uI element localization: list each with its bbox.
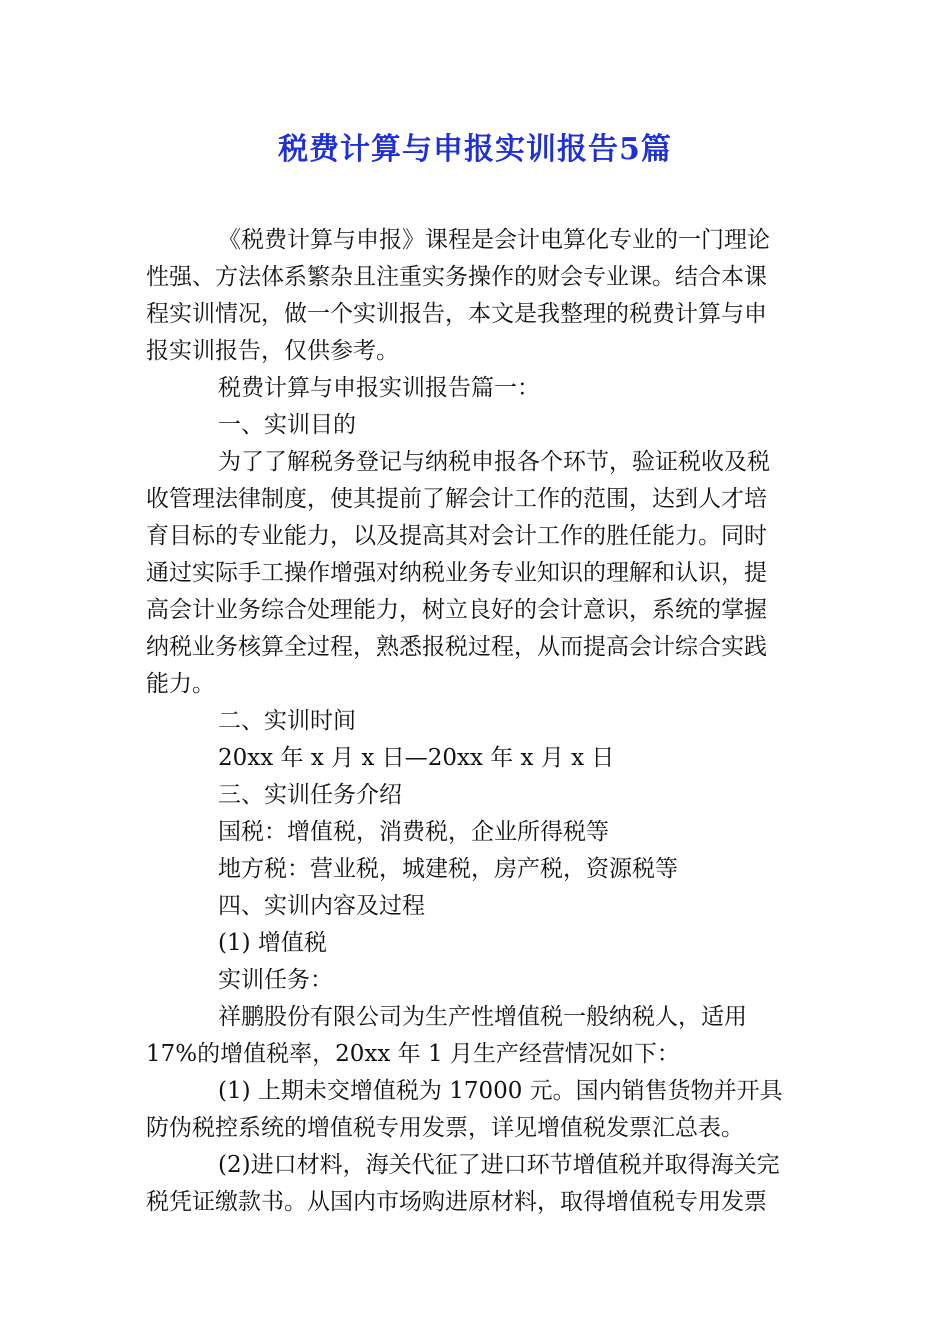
text-line: 育目标的专业能力，以及提高其对会计工作的胜任能力。同时: [146, 523, 767, 549]
text-line: 报实训报告，仅供参考。: [146, 338, 399, 364]
text-line: 实训任务：: [218, 967, 333, 993]
text-line: 一、实训目的: [218, 412, 356, 438]
text-line: 三、实训任务介绍: [218, 782, 402, 808]
text-line: 能力。: [146, 671, 215, 697]
text-line: (2)进口材料，海关代征了进口环节增值税并取得海关完: [218, 1152, 780, 1178]
text-line: 国税：增值税，消费税，企业所得税等: [218, 819, 609, 845]
text-line: (1) 上期未交增值税为 17000 元。国内销售货物并开具: [218, 1078, 783, 1104]
text-line: 防伪税控系统的增值税专用发票，详见增值税发票汇总表。: [146, 1115, 744, 1141]
document-body: [146, 222, 806, 1221]
text-line: 四、实训内容及过程: [218, 893, 425, 919]
text-line: 纳税业务核算全过程，熟悉报税过程，从而提高会计综合实践: [146, 634, 767, 660]
text-line: 税凭证缴款书。从国内市场购进原材料，取得增值税专用发票: [146, 1189, 767, 1215]
text-line: 税费计算与申报实训报告篇一：: [218, 375, 540, 401]
text-line: 《税费计算与申报》课程是会计电算化专业的一门理论: [218, 227, 770, 253]
text-line: 地方税：营业税，城建税，房产税，资源税等: [218, 856, 678, 882]
text-line: 高会计业务综合处理能力，树立良好的会计意识，系统的掌握: [146, 597, 767, 623]
text-line: 程实训情况，做一个实训报告，本文是我整理的税费计算与申: [146, 301, 767, 327]
text-line: 通过实际手工操作增强对纳税业务专业知识的理解和认识，提: [146, 560, 767, 586]
text-line: (1) 增值税: [218, 930, 327, 956]
text-line: 祥鹏股份有限公司为生产性增值税一般纳税人，适用: [218, 1004, 747, 1030]
text-line: 收管理法律制度，使其提前了解会计工作的范围，达到人才培: [146, 486, 767, 512]
text-line: 17%的增值税率，20xx 年 1 月生产经营情况如下：: [146, 1041, 680, 1067]
text-line: 为了了解税务登记与纳税申报各个环节，验证税收及税: [218, 449, 770, 475]
text-line: 性强、方法体系繁杂且注重实务操作的财会专业课。结合本课: [146, 264, 767, 290]
document-title: 税费计算与申报实训报告5篇: [278, 132, 672, 167]
text-line: 二、实训时间: [218, 708, 356, 734]
text-line: 20xx 年 x 月 x 日—20xx 年 x 月 x 日: [218, 745, 615, 771]
